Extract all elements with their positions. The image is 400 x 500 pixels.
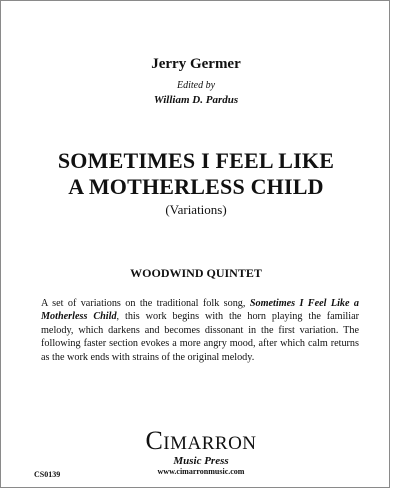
description-part-2: , this work begins with the horn playing the familiar melody, which darkens and becomes dissonant in the first variation. The following faster section evokes a more angry mood, after which calm returns as the work ends with strains of the original melody. bbox=[41, 311, 359, 363]
editor-name: William D. Pardus bbox=[153, 94, 239, 106]
title-line-1: SOMETIMES I FEEL LIKE bbox=[57, 148, 335, 173]
description-paragraph bbox=[41, 297, 359, 364]
title-line-2: A MOTHERLESS CHILD bbox=[68, 174, 324, 199]
publisher-url: www.cimarronmusic.com bbox=[157, 467, 245, 476]
publisher-script: Music Press bbox=[173, 455, 229, 467]
composer-name: Jerry Germer bbox=[151, 56, 241, 72]
catalog-number: CS0139 bbox=[34, 470, 61, 479]
piece-subtitle: (Variations) bbox=[165, 202, 227, 217]
edited-by-label: Edited by bbox=[176, 80, 216, 91]
ensemble-label: WOODWIND QUINTET bbox=[130, 266, 262, 280]
publisher-name-rest: IMARRON bbox=[163, 433, 257, 454]
description-song-title: Sometimes I Feel Like a Motherless Child bbox=[41, 298, 359, 323]
publisher-logo bbox=[121, 426, 281, 477]
publisher-name bbox=[121, 426, 281, 455]
publisher-name-initial: C bbox=[145, 426, 164, 455]
description-part-1: A set of variations on the traditional folk song, bbox=[41, 298, 250, 309]
piece-title bbox=[1, 148, 391, 200]
